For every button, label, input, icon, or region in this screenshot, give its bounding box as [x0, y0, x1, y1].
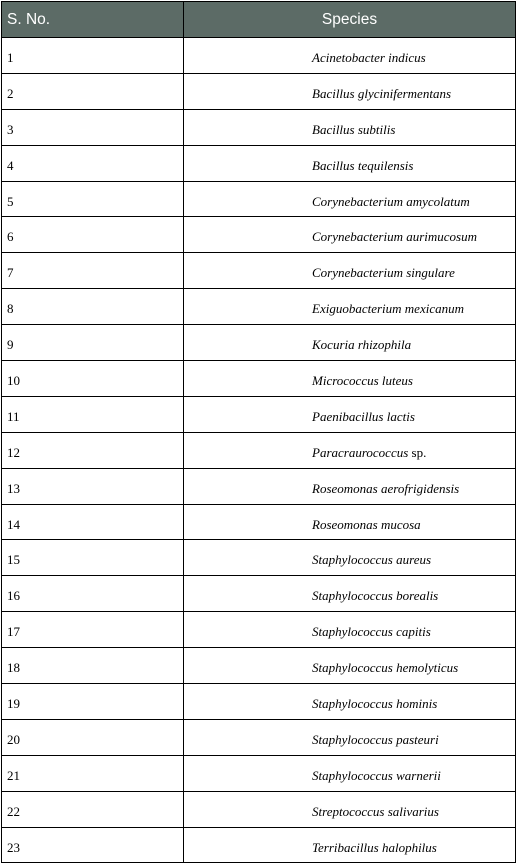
serial-number-cell: 12: [2, 432, 184, 468]
table-row: [2, 648, 516, 684]
column-header-number: S. No.: [2, 2, 184, 38]
species-cell: [184, 504, 516, 540]
table-row: [2, 755, 516, 791]
species-table: [1, 1, 516, 863]
serial-number-cell: 14: [2, 504, 184, 540]
table-row: [2, 684, 516, 720]
species-cell: [184, 719, 516, 755]
species-name: Staphylococcus borealis: [312, 588, 439, 604]
serial-number-cell: 15: [2, 540, 184, 576]
species-name: Exiguobacterium mexicanum: [312, 301, 464, 317]
table-row: [2, 432, 516, 468]
table-row: [2, 361, 516, 397]
species-cell: [184, 612, 516, 648]
table-row: [2, 540, 516, 576]
species-name: Corynebacterium singulare: [312, 265, 455, 281]
species-cell: [184, 432, 516, 468]
table-row: [2, 612, 516, 648]
table-row: [2, 576, 516, 612]
serial-number-cell: 18: [2, 648, 184, 684]
species-cell: [184, 289, 516, 325]
species-suffix: sp.: [408, 444, 427, 460]
serial-number-cell: 20: [2, 719, 184, 755]
species-cell: [184, 791, 516, 827]
column-header-species: Species: [184, 2, 516, 38]
table-row: [2, 325, 516, 361]
species-cell: [184, 361, 516, 397]
species-cell: [184, 576, 516, 612]
species-cell: [184, 684, 516, 720]
table-row: [2, 719, 516, 755]
serial-number-cell: 13: [2, 468, 184, 504]
serial-number-cell: 8: [2, 289, 184, 325]
species-cell: [184, 145, 516, 181]
species-cell: [184, 38, 516, 74]
table-row: [2, 289, 516, 325]
serial-number-cell: 19: [2, 684, 184, 720]
serial-number-cell: 16: [2, 576, 184, 612]
serial-number-cell: 1: [2, 38, 184, 74]
serial-number-cell: 10: [2, 361, 184, 397]
species-name: Corynebacterium aurimucosum: [312, 229, 478, 245]
species-cell: [184, 648, 516, 684]
species-name: Staphylococcus capitis: [312, 624, 431, 640]
table-row: [2, 181, 516, 217]
table-row: [2, 468, 516, 504]
species-name: Corynebacterium amycolatum: [312, 193, 470, 209]
species-name: Paenibacillus lactis: [312, 408, 415, 424]
species-name: Terribacillus halophilus: [312, 839, 437, 855]
species-name: Kocuria rhizophila: [312, 337, 412, 353]
species-name: Acinetobacter indicus: [312, 49, 426, 65]
species-cell: [184, 468, 516, 504]
species-name: Staphylococcus hominis: [312, 695, 438, 711]
species-name: Bacillus subtilis: [312, 121, 396, 137]
serial-number-cell: 6: [2, 217, 184, 253]
species-name: Roseomonas mucosa: [312, 516, 421, 532]
species-cell: [184, 181, 516, 217]
table-row: [2, 38, 516, 74]
species-name: Paracraurococcus: [312, 444, 409, 460]
serial-number-cell: 2: [2, 73, 184, 109]
header-row: [2, 2, 516, 38]
species-name: Streptococcus salivarius: [312, 803, 439, 819]
table-body: [2, 38, 516, 863]
table-row: [2, 217, 516, 253]
serial-number-cell: 17: [2, 612, 184, 648]
serial-number-cell: 23: [2, 827, 184, 863]
species-name: Staphylococcus warnerii: [312, 767, 441, 783]
species-name: Staphylococcus aureus: [312, 552, 432, 568]
table-row: [2, 145, 516, 181]
species-cell: [184, 755, 516, 791]
species-name: Staphylococcus hemolyticus: [312, 660, 459, 676]
serial-number-cell: 3: [2, 109, 184, 145]
species-cell: [184, 396, 516, 432]
species-cell: [184, 325, 516, 361]
species-name: Roseomonas aerofrigidensis: [312, 480, 460, 496]
table-row: [2, 73, 516, 109]
table-row: [2, 791, 516, 827]
species-cell: [184, 73, 516, 109]
species-cell: [184, 253, 516, 289]
serial-number-cell: 7: [2, 253, 184, 289]
species-cell: [184, 217, 516, 253]
table-row: [2, 504, 516, 540]
species-cell: [184, 109, 516, 145]
species-cell: [184, 827, 516, 863]
species-name: Micrococcus luteus: [312, 372, 413, 388]
table-row: [2, 109, 516, 145]
serial-number-cell: 9: [2, 325, 184, 361]
serial-number-cell: 21: [2, 755, 184, 791]
serial-number-cell: 22: [2, 791, 184, 827]
table-row: [2, 827, 516, 863]
serial-number-cell: 11: [2, 396, 184, 432]
table-row: [2, 253, 516, 289]
species-cell: [184, 540, 516, 576]
species-name: Bacillus tequilensis: [312, 157, 414, 173]
table-row: [2, 396, 516, 432]
serial-number-cell: 5: [2, 181, 184, 217]
species-name: Bacillus glycinifermentans: [312, 85, 452, 101]
species-name: Staphylococcus pasteuri: [312, 731, 439, 747]
serial-number-cell: 4: [2, 145, 184, 181]
